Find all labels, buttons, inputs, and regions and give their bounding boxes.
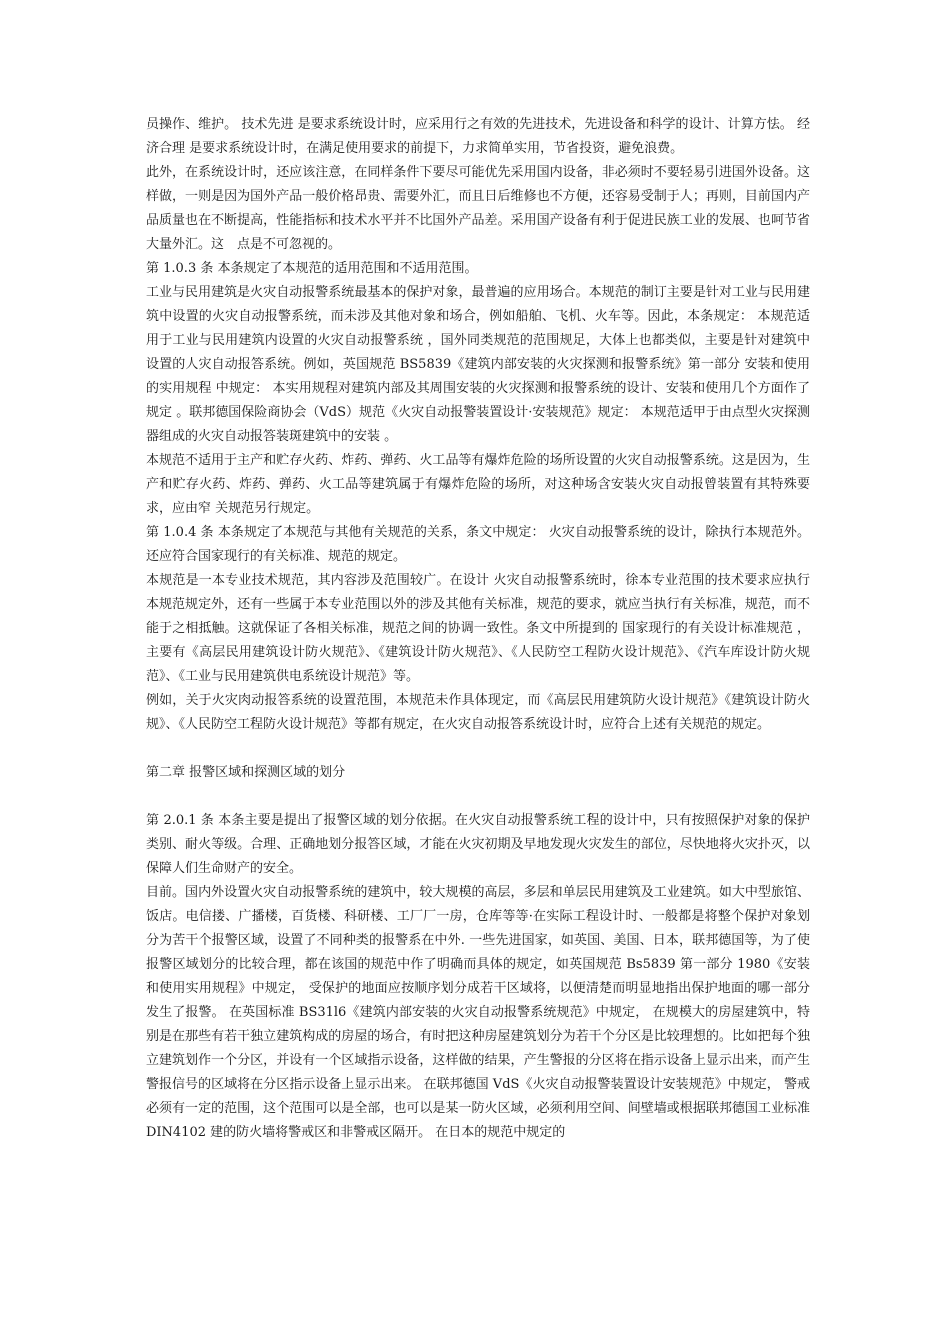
paragraph-not-applicable: 本规范不适用于主产和贮存火药、炸药、弹药、火工品等有爆炸危险的场所设置的火灾自动报警系统。这是因为，生产和贮存火药、炸药、弹药、火工品等建筑属于有爆炸危险的场所，对这种场含安装火灾自动报曾装置有其特殊要求，应由窄 关规范另行规定。 [146, 453, 810, 516]
paragraph-scope: 工业与民用建筑是火灾自动报警系统最基本的保护对象，最普遍的应用场合。本规范的制订主要是针对工业与民用建筑中设置的火灾自动报警系统，而未涉及其他对象和场合，例如船舶、飞机、火车等。因此，本条规定： 本规范适用于工业与民用建筑内设置的火灾自动报警系统 ，国外同类规范的范围规足，大体上也都类似，主要是针对建筑中设置的人灾自动报答系统。例如，英国规范 BS5839《建筑内部安装的火灾探测和报警系统》第一部分 安装和使用的实用规程 中规定： 本实用规程对建筑内部及其周围安装的火灾探测和报警系统的设计、安装和使用几个方面作了规定 。联邦德国保险商协会（VdS）规范《火灾自动报警装置设计·安装规范》规定： 本规范适甲于由点型火灾探测器组成的火灾自动报答装斑建筑中的安装 。 [146, 285, 810, 444]
paragraph-example: 例如，关于火灾肉动报答系统的设置范围，本规范未作具体现定，而《高层民用建筑防火设计规范》《建筑设计防火规》、《人民防空工程防火设计规范》等都有规定，在火灾自动报答系统设计时，应符合上述有关规范的规定。 [146, 693, 810, 732]
document-page [146, 113, 810, 1145]
clause-2-0-1: 第 2.0.1 条 本条主要是提出了报警区域的划分依据。在火灾自动报警系统工程的设计中，只有按照保护对象的保护类别、耐火等级。合理、正确地划分报答区域，才能在火灾初期及早地发现火灾发生的部位，尽快地将火灾扑灭，以保障人们生命财产的安全。 [146, 813, 810, 876]
paragraph-current-practice: 目前。国内外设置火灾自动报警系统的建筑中，较大规模的高层，多层和单层民用建筑及工业建筑。如大中型旅馆、饭店。电信搂、广播楼，百货楼、科研楼、工厂厂一房，仓库等等·在实际工程设计时、一般都是将整个保护对象划分为苦干个报警区域，设置了不同种类的报警系在中外. 一些先进国家，如英国、美国、日本，联邦德国等，为了使报警区域划分的比较合理，都在该国的规范中作了明确而具体的规定，如英国规范 Bs5839 第一部分 1980《安装和使用实用规程》中规定， 受保护的地面应按顺序划分成若干区域将，以便清楚而明显地指出保护地面的哪一部分发生了报警。 在英国标准 BS31l6《建筑内部安装的火灾自动报警系统规范》中规定， 在规模大的房屋建筑中，特别是在那些有若干独立建筑构成的房屋的场合，有时把这种房屋建筑划分为若干个分区是比较理想的。比如把每个独立建筑划作一个分区，并设有一个区域指示设备，这样做的结果，产生警报的分区将在指示设备上显示出来，而产生警报信号的区域将在分区指示设备上显示出来。 在联邦德国 VdS《火灾自动报警装置设计安装规范》中规定， 警戒必须有一定的范围，这个范围可以是全部，也可以是某一防火区域，必须利用空间、间壁墙或根据联邦德国工业标准 DIN4102 建的防火墙将警戒区和非警戒区隔开。 在日本的规范中规定的 [146, 885, 810, 1140]
paragraph-domestic-equipment: 此外，在系统设计时，还应该注意，在同样条件下要尽可能优先采用国内设备，非必须时不要轻易引进国外设备。这样做，一则是因为国外产品一般价格昂贵、需要外汇，而且日后维修也不方便，还容易受制于人；再则，目前国内产品质量也在不断提高，性能指标和技术水平并不比国外产品差。采用国产设备有利于促进民族工业的发展、也呵节省大量外汇。这 点是不可忽视的。 [146, 165, 810, 252]
paragraph-intro-continued: 员操作、维护。 技术先进 是要求系统设计时，应采用行之有效的先进技术，先进设备和科学的设计、计算方怯。 经济合理 是要求系统设计时，在满足使用要求的前提下，力求简单实用，节省投资，避免浪费。 [146, 117, 810, 156]
clause-1-0-3-heading: 第 1.0.3 条 本条规定了本规范的适用范围和不适用范围。 [146, 261, 478, 276]
paragraph-related-standards: 本规范是一本专业技术规范，其内容涉及范围较广。在设计 火灾自动报警系统时，徐本专业范围的技术要求应执行本规范规定外，还有一些属于本专业范围以外的涉及其他有关标准，规范的要求，就应当执行有关标准，规范，而不能于之相抵触。这就保证了各相关标准，规范之间的协调一致性。条文中所提到的 国家现行的有关设计标准规范 ，主要有《高层民用建筑设计防火规范》、《建筑设计防火规范》、《人民防空工程防火设计规范》、《汽车库设计防火规范》、《工业与民用建筑供电系统设计规范》等。 [146, 573, 810, 684]
chapter-title: 第二章 报警区域和探测区域的划分 [146, 765, 346, 780]
clause-1-0-4-heading: 第 1.0.4 条 本条规定了本规范与其他有关规范的关系，条文中规定： 火灾自动报警系统的设计，除执行本规范外。还应符合国家现行的有关标准、规范的规定。 [146, 525, 810, 564]
